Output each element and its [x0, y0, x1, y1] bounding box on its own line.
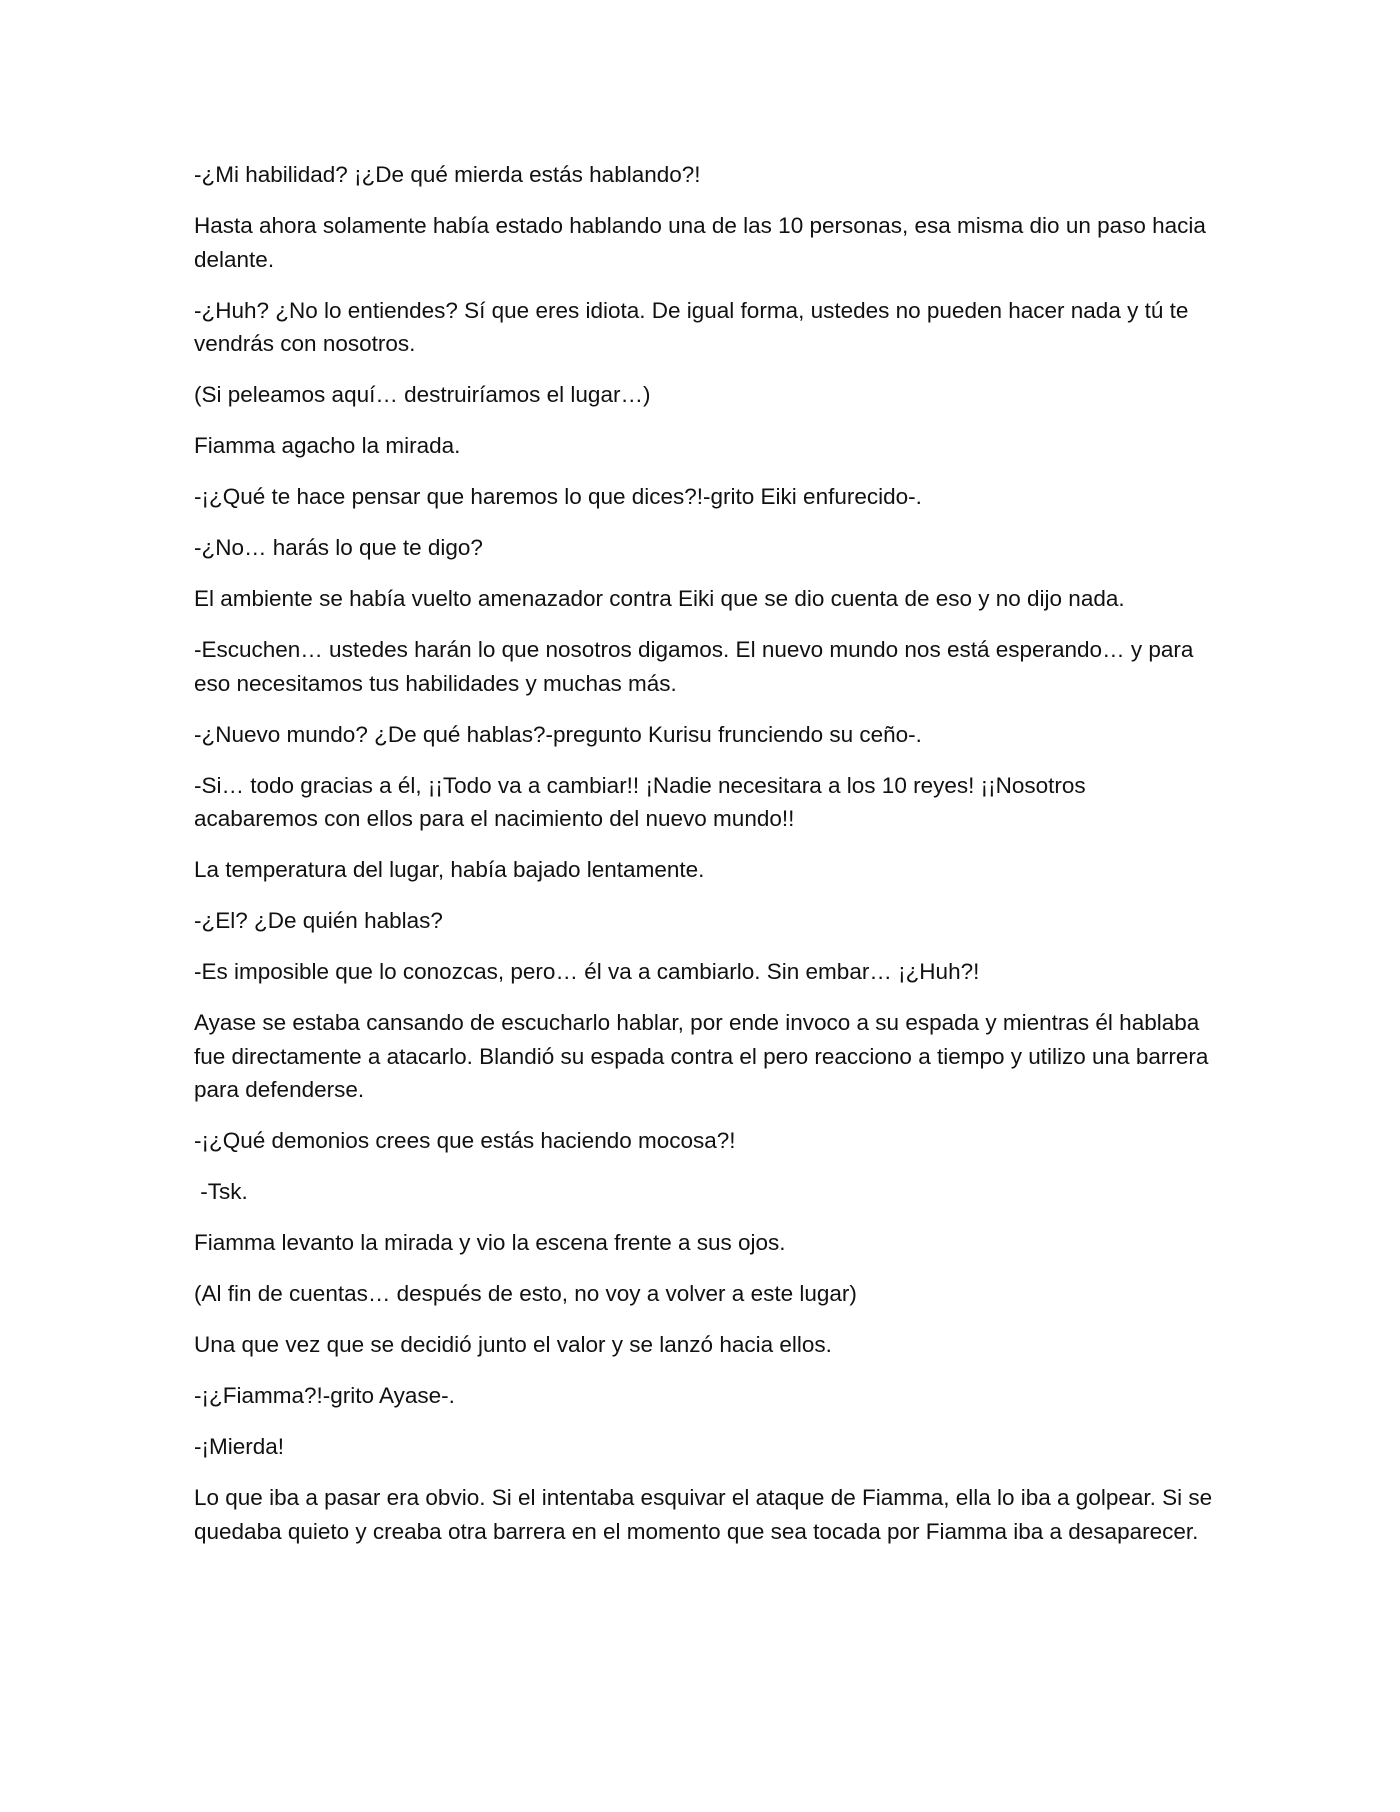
paragraph-13: -¿El? ¿De quién hablas?	[194, 908, 443, 933]
paragraph-8: El ambiente se había vuelto amenazador contra Eiki que se dio cuenta de eso y no dijo nada.	[194, 586, 1125, 611]
paragraph-12: La temperatura del lugar, había bajado lentamente.	[194, 857, 705, 882]
paragraph-21: -¡¿Fiamma?!-grito Ayase-.	[194, 1383, 455, 1408]
paragraph-7: -¿No… harás lo que te digo?	[194, 535, 483, 560]
paragraph-4: (Si peleamos aquí… destruiríamos el lugar…)	[194, 382, 651, 407]
paragraph-20: Una que vez que se decidió junto el valor y se lanzó hacia ellos.	[194, 1332, 832, 1357]
paragraph-15: Ayase se estaba cansando de escucharlo hablar, por ende invoco a su espada y mientras él hablaba fue directamente a atacarlo. Blandió su espada contra el pero reacciono a tiempo y utilizo una barrera para defenderse.	[194, 1010, 1215, 1102]
paragraph-23: Lo que iba a pasar era obvio. Si el intentaba esquivar el ataque de Fiamma, ella lo iba a golpear. Si se quedaba quieto y creaba otra barrera en el momento que sea tocada por Fiamma iba a desaparecer.	[194, 1485, 1219, 1544]
paragraph-3: -¿Huh? ¿No lo entiendes? Sí que eres idiota. De igual forma, ustedes no pueden hacer nada y tú te vendrás con nosotros.	[194, 297, 1195, 356]
paragraph-17: -Tsk.	[194, 1179, 248, 1204]
paragraph-19: (Al fin de cuentas… después de esto, no voy a volver a este lugar)	[194, 1281, 857, 1306]
paragraph-18: Fiamma levanto la mirada y vio la escena frente a sus ojos.	[194, 1230, 786, 1255]
paragraph-5: Fiamma agacho la mirada.	[194, 433, 461, 458]
paragraph-9: -Escuchen… ustedes harán lo que nosotros digamos. El nuevo mundo nos está esperando… y para eso necesitamos tus habilidades y muchas más.	[194, 637, 1200, 696]
paragraph-2: Hasta ahora solamente había estado hablando una de las 10 personas, esa misma dio un paso hacia delante.	[194, 213, 1213, 272]
paragraph-22: -¡Mierda!	[194, 1434, 285, 1459]
paragraph-6: -¡¿Qué te hace pensar que haremos lo que dices?!-grito Eiki enfurecido-.	[194, 484, 922, 509]
paragraph-14: -Es imposible que lo conozcas, pero… él va a cambiarlo. Sin embar… ¡¿Huh?!	[194, 959, 980, 984]
paragraph-1: -¿Mi habilidad? ¡¿De qué mierda estás hablando?!	[194, 162, 701, 187]
document-page	[194, 158, 1219, 1566]
paragraph-10: -¿Nuevo mundo? ¿De qué hablas?-pregunto Kurisu frunciendo su ceño-.	[194, 721, 922, 747]
paragraph-16: -¡¿Qué demonios crees que estás haciendo mocosa?!	[194, 1128, 736, 1153]
paragraph-11: -Si… todo gracias a él, ¡¡Todo va a cambiar!! ¡Nadie necesitara a los 10 reyes! ¡¡Nosotros acabaremos con ellos para el nacimiento del nuevo mundo!!	[194, 772, 1092, 831]
